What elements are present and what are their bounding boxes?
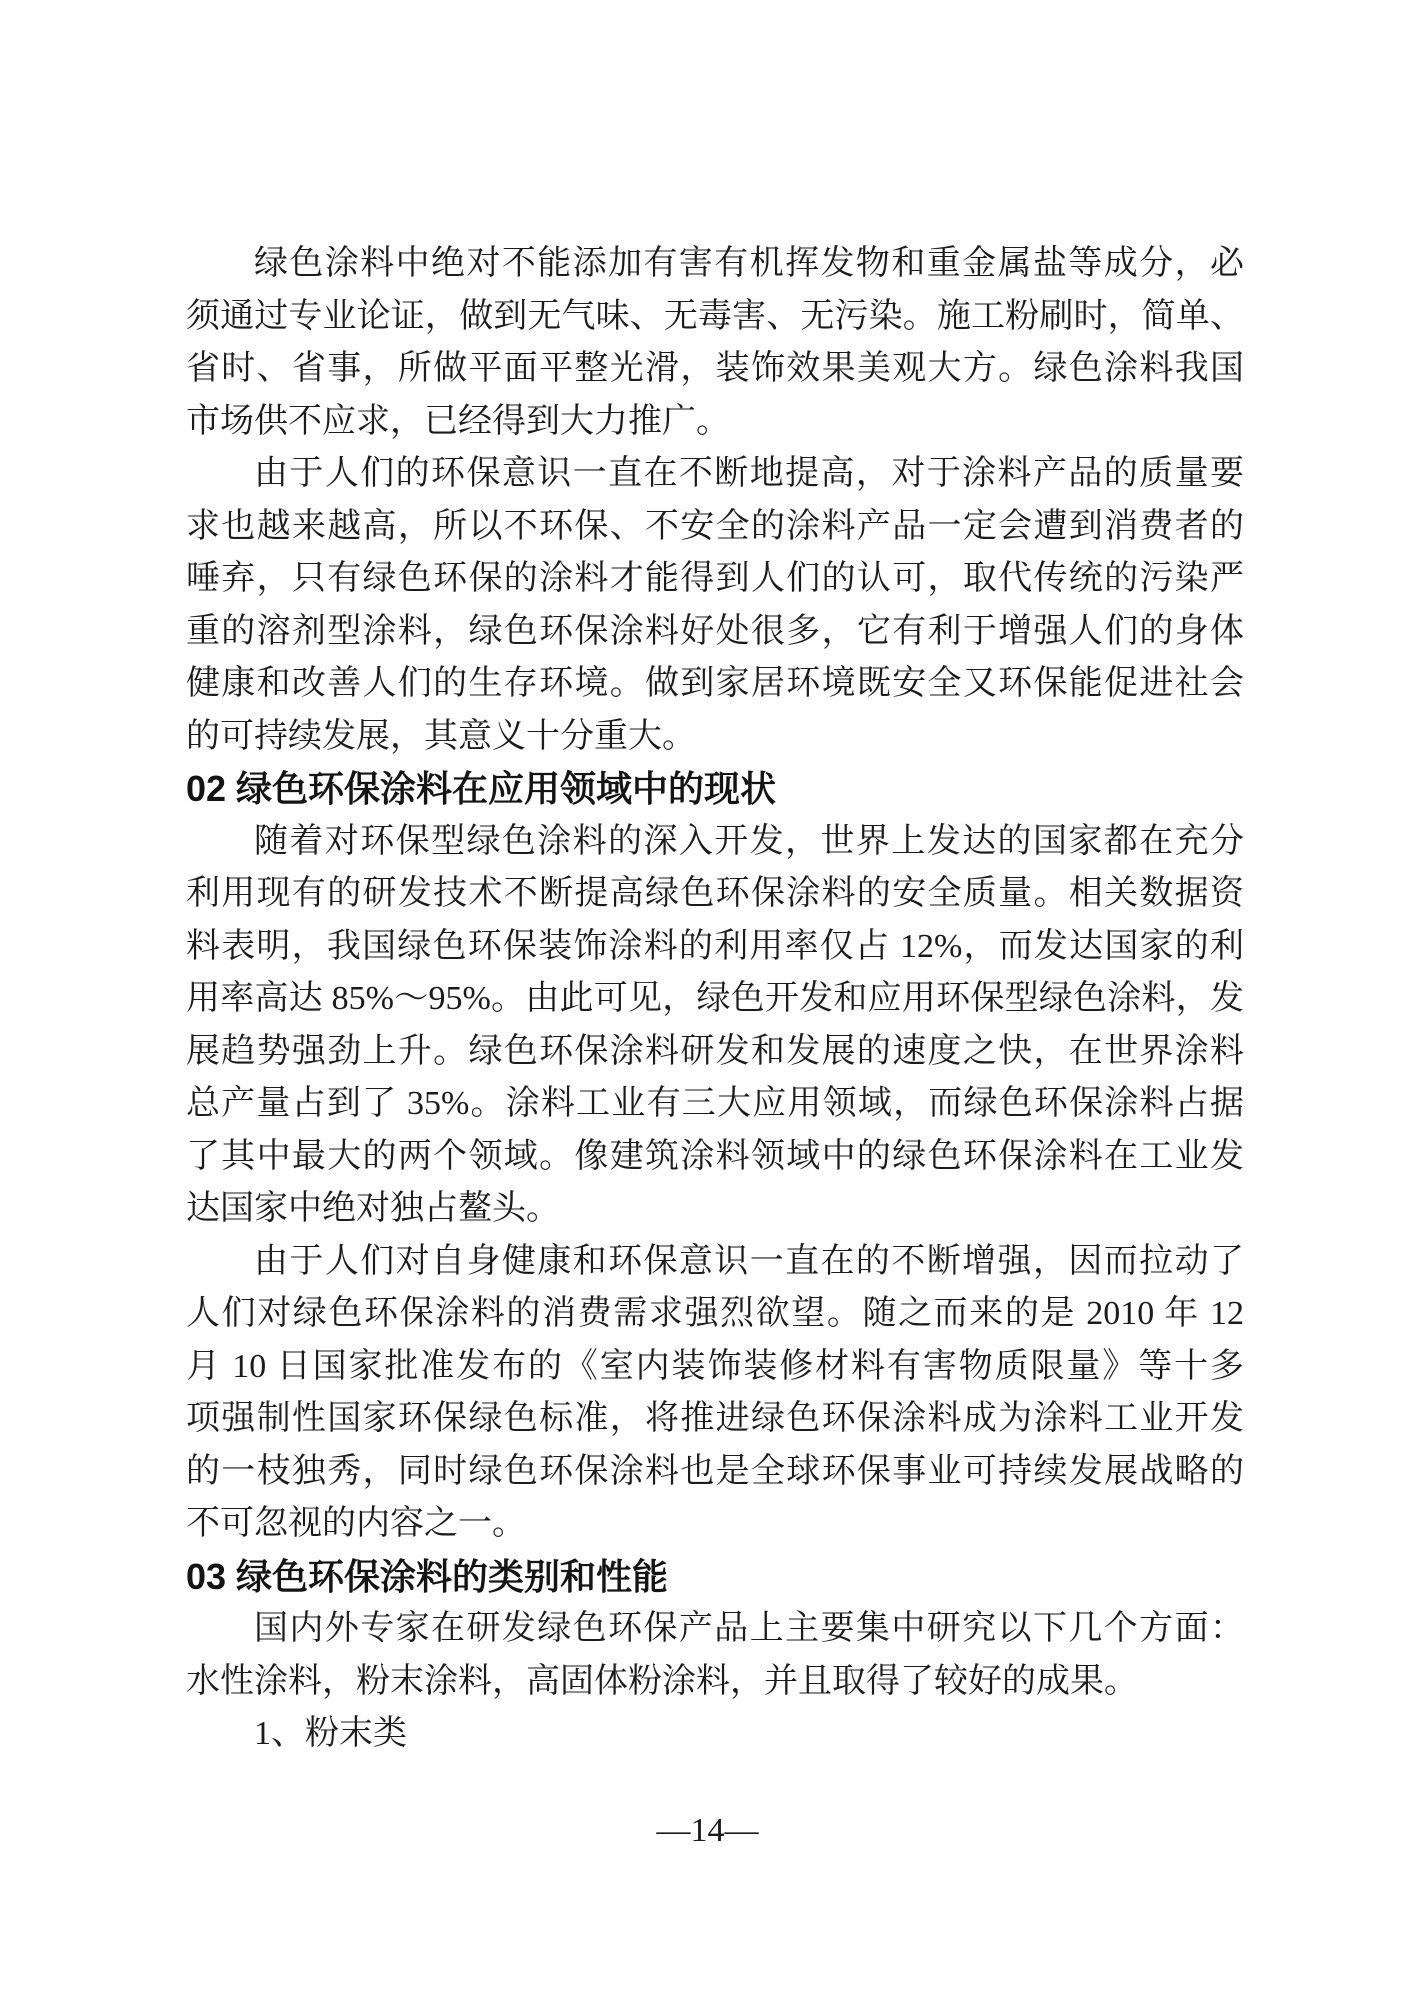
heading-03: 03 绿色环保涂料的类别和性能 <box>186 1555 669 1597</box>
para-green-paint-intro-line: 须通过专业论证，做到无气味、无毒害、无污染。施工粉刷时，简单、 <box>186 297 1244 335</box>
para-application-status-line: 利用现有的研发技术不断提高绿色环保涂料的安全质量。相关数据资 <box>186 875 1244 912</box>
item-powder-category: 1、粉末类 <box>254 1715 407 1752</box>
para-environmental-awareness-line: 唾弃，只有绿色环保的涂料才能得到人们的认可，取代传统的污染严 <box>186 560 1244 597</box>
para-environmental-awareness-line: 的可持续发展，其意义十分重大。 <box>186 717 696 755</box>
para-consumer-demand-line: 人们对绿色环保涂料的消费需求强烈欲望。随之而来的是 2010 年 12 <box>186 1295 1244 1332</box>
para-green-paint-intro-line: 绿色涂料中绝对不能添加有害有机挥发物和重金属盐等成分，必 <box>254 245 1244 282</box>
para-consumer-demand-line: 项强制性国家环保绿色标准，将推进绿色环保涂料成为涂料工业开发 <box>186 1400 1244 1437</box>
para-application-status-line: 用率高达 85%～95%。由此可见，绿色开发和应用环保型绿色涂料，发 <box>186 980 1244 1017</box>
para-consumer-demand-line: 不可忽视的内容之一。 <box>186 1505 526 1542</box>
para-environmental-awareness-line: 健康和改善人们的生存环境。做到家居环境既安全又环保能促进社会 <box>186 665 1244 702</box>
para-application-status-line: 料表明，我国绿色环保装饰涂料的利用率仅占 12%，而发达国家的利 <box>186 927 1244 965</box>
para-application-status-line: 随着对环保型绿色涂料的深入开发，世界上发达的国家都在充分 <box>254 822 1244 860</box>
para-green-paint-intro-line: 市场供不应求，已经得到大力推广。 <box>186 402 730 440</box>
para-environmental-awareness-line: 由于人们的环保意识一直在不断地提高，对于涂料产品的质量要 <box>254 455 1244 492</box>
heading-02: 02 绿色环保涂料在应用领域中的现状 <box>186 768 777 809</box>
para-application-status-line: 总产量占到了 35%。涂料工业有三大应用领域，而绿色环保涂料占据 <box>186 1085 1244 1122</box>
para-research-areas-line: 水性涂料，粉末涂料，高固体粉涂料，并且取得了较好的成果。 <box>186 1662 1138 1700</box>
para-green-paint-intro-line: 省时、省事，所做平面平整光滑，装饰效果美观大方。绿色涂料我国 <box>186 350 1244 387</box>
para-environmental-awareness-line: 求也越来越高，所以不环保、不安全的涂料产品一定会遭到消费者的 <box>186 507 1244 545</box>
para-consumer-demand-line: 月 10 日国家批准发布的《室内装饰装修材料有害物质限量》等十多 <box>186 1347 1244 1385</box>
page-number: —14— <box>656 1812 759 1849</box>
document-body <box>186 238 1244 1761</box>
para-application-status-line: 展趋势强劲上升。绿色环保涂料研发和发展的速度之快，在世界涂料 <box>186 1032 1244 1070</box>
para-application-status-line: 了其中最大的两个领域。像建筑涂料领域中的绿色环保涂料在工业发 <box>186 1137 1244 1175</box>
para-application-status-line: 达国家中绝对独占鳌头。 <box>186 1190 560 1227</box>
para-environmental-awareness-line: 重的溶剂型涂料，绿色环保涂料好处很多，它有利于增强人们的身体 <box>186 612 1244 650</box>
para-research-areas-line: 国内外专家在研发绿色环保产品上主要集中研究以下几个方面： <box>254 1610 1244 1647</box>
para-consumer-demand-line: 由于人们对自身健康和环保意识一直在的不断增强，因而拉动了 <box>254 1242 1244 1280</box>
para-consumer-demand-line: 的一枝独秀，同时绿色环保涂料也是全球环保事业可持续发展战略的 <box>186 1452 1244 1490</box>
